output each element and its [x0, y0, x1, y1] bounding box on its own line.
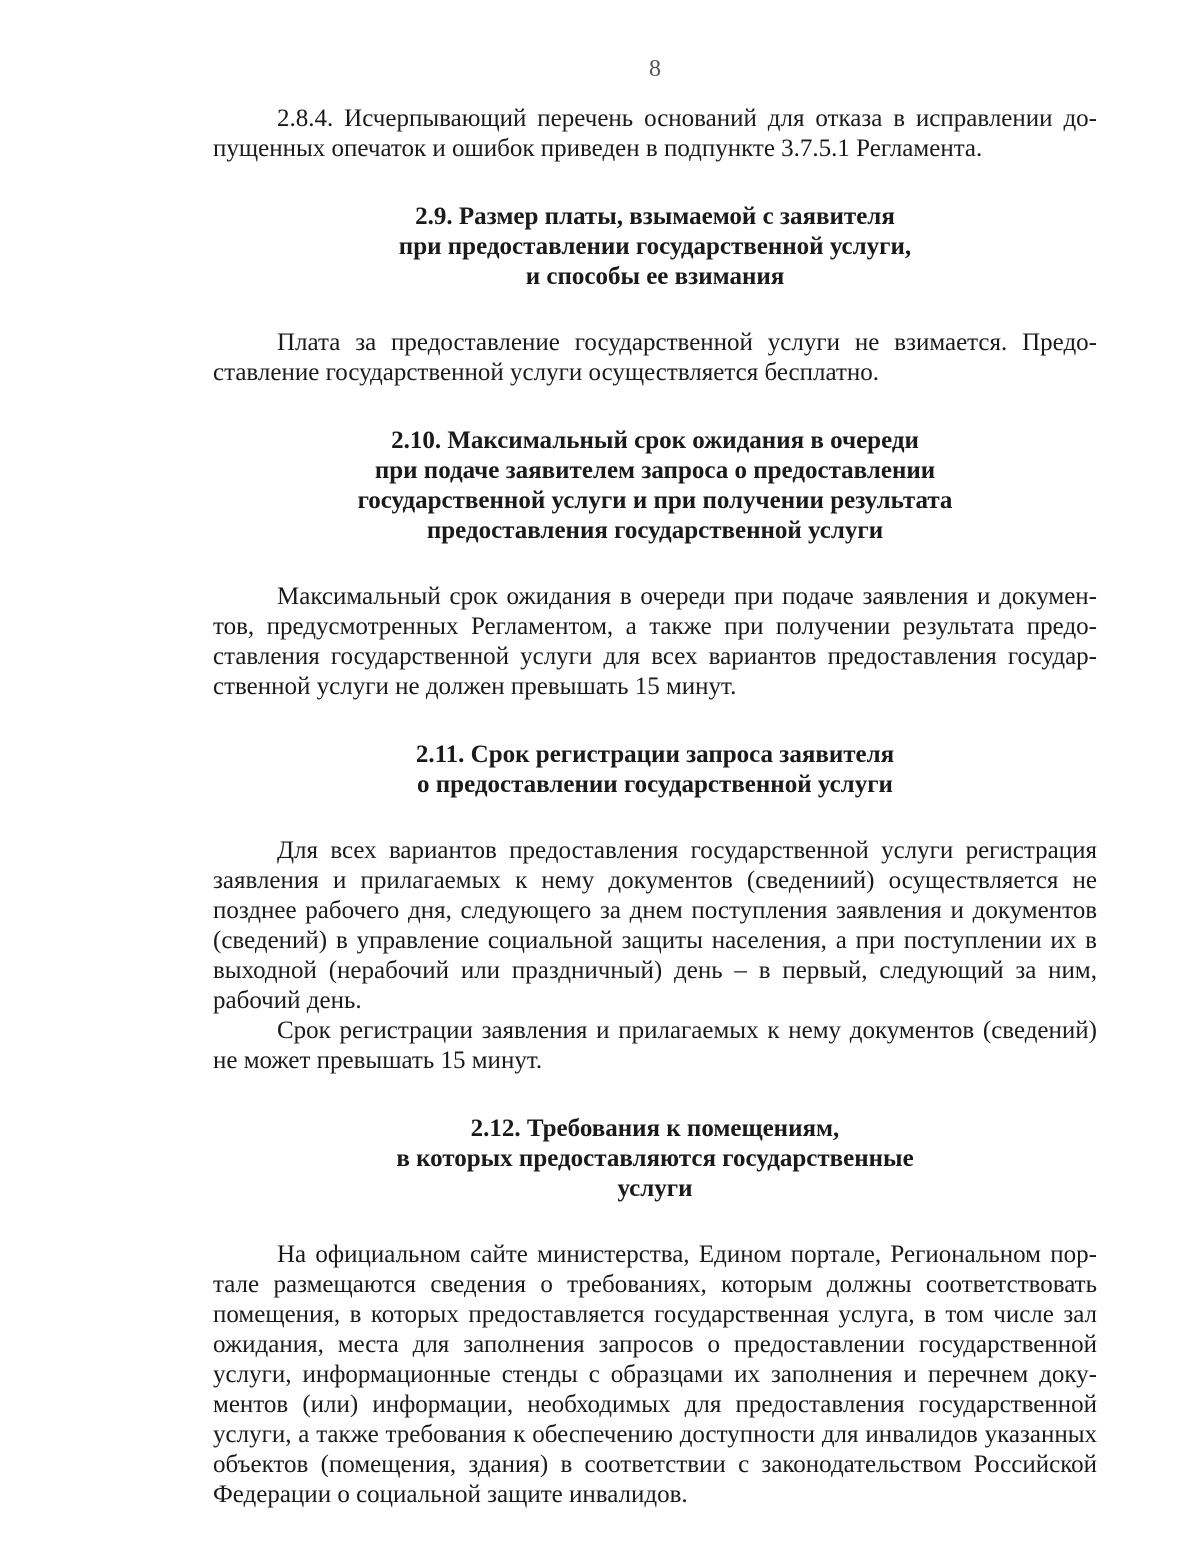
- spacer: [213, 1204, 1097, 1240]
- heading-line: 2.10. Максимальный срок ожидания в очереди: [391, 427, 919, 454]
- heading-line: и способы ее взимания: [525, 263, 785, 290]
- spacer: [213, 702, 1097, 740]
- spacer: [213, 1076, 1097, 1114]
- document-body: [213, 104, 1097, 1510]
- heading-line: при предоставлении государственной услуги,: [398, 233, 912, 260]
- spacer: [213, 388, 1097, 426]
- page-number: 8: [649, 56, 661, 82]
- section-heading-2-9: [213, 202, 1097, 292]
- paragraph-2-10: Максимальный срок ожидания в очереди при подаче заявления и документов, предусмотренных Регламентом, а также при получении результата предоставления государственной услуги для всех вариантов предоставления государственной услуги не должен превышать 15 минут.: [213, 583, 1097, 700]
- paragraph-2-12: На официальном сайте министерства, Едином портале, Региональном портале размещаются сведения о требованиях, которым должны соответствовать помещения, в которых предоставляется государственная услуга, в том числе зал ожидания, места для заполнения запросов о предоставлении государственной услуги, информационные стенды с образцами их заполнения и перечнем документов (или) информации, необходимых для предоставления государственной услуги, а также требования к обеспечению доступности для инвалидов указанных объектов (помещения, здания) в соответствии с законодательством Российской Федерации о социальной защите инвалидов.: [213, 1241, 1097, 1508]
- heading-line: услуги: [617, 1175, 693, 1202]
- section-heading-2-12: [213, 1114, 1097, 1204]
- heading-line: 2.9. Размер платы, взымаемой с заявителя: [415, 203, 895, 230]
- heading-line: предоставления государственной услуги: [426, 517, 884, 544]
- heading-line: 2.11. Срок регистрации запроса заявителя: [415, 741, 895, 768]
- heading-line: при подаче заявителем запроса о предоставлении: [374, 457, 936, 484]
- heading-line: в которых предоставляются государственные: [396, 1145, 914, 1172]
- spacer: [213, 164, 1097, 202]
- paragraph-2-11-time-limit: Срок регистрации заявления и прилагаемых к нему документов (сведений) не может превышать 15 минут.: [213, 1017, 1097, 1074]
- section-heading-2-11: [213, 740, 1097, 800]
- section-heading-2-10: [213, 426, 1097, 546]
- spacer: [213, 292, 1097, 328]
- heading-line: 2.12. Требования к помещениям,: [470, 1115, 840, 1142]
- heading-line: о предоставлении государственной услуги: [417, 771, 893, 798]
- paragraph-2-9: Плата за предоставление государственной услуги не взимается. Предоставление государственной услуги осуществляется бесплатно.: [213, 329, 1097, 386]
- spacer: [213, 546, 1097, 582]
- spacer: [213, 800, 1097, 836]
- paragraph-2-8-4: 2.8.4. Исчерпывающий перечень оснований для отказа в исправлении допущенных опечаток и ошибок приведен в подпункте 3.7.5.1 Регламента.: [213, 105, 1097, 162]
- paragraph-2-11-registration: Для всех вариантов предоставления государственной услуги регистрация заявления и прилагаемых к нему документов (сведениий) осуществляется не позднее рабочего дня, следующего за днем поступления заявления и документов (сведений) в управление социальной защиты населения, а при поступлении их в выходной (нерабочий или праздничный) день – в первый, следующий за ним, рабочий день.: [213, 837, 1097, 1014]
- heading-line: государственной услуги и при получении результата: [357, 487, 953, 514]
